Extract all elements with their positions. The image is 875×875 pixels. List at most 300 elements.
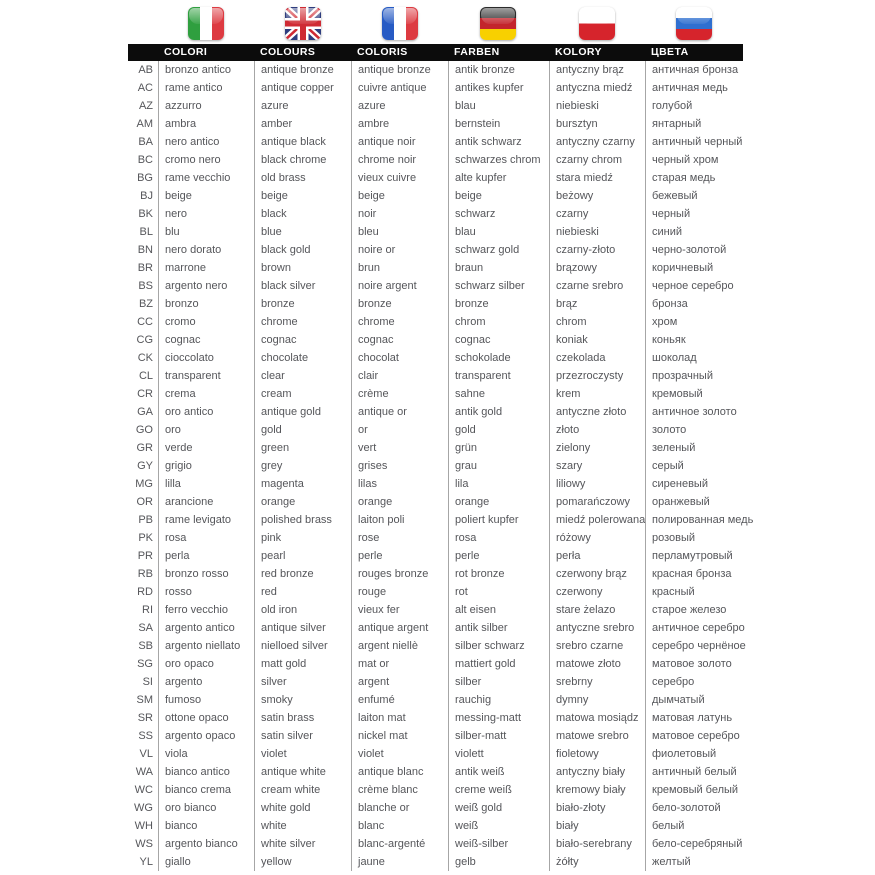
row-code: PK: [138, 532, 153, 544]
table-row: [128, 331, 743, 349]
cell-english: black chrome: [254, 151, 351, 169]
row-code: MG: [135, 478, 153, 490]
cell-german: braun: [448, 259, 549, 277]
row-code: BZ: [138, 298, 153, 310]
cell-polish: przezroczysty: [549, 367, 645, 385]
table-row: [128, 349, 743, 367]
table-row: [128, 709, 743, 727]
cell-english: smoky: [254, 691, 351, 709]
cell-german: alte kupfer: [448, 169, 549, 187]
row-code: RD: [137, 586, 153, 598]
cell-italian: rame vecchio: [158, 169, 254, 187]
cell-italian: nero dorato: [158, 241, 254, 259]
table-row: [128, 61, 743, 79]
cell-polish: srebrny: [549, 673, 645, 691]
cell-polish: miedź polerowana: [549, 511, 645, 529]
row-code: RB: [137, 568, 153, 580]
cell-english: clear: [254, 367, 351, 385]
cell-italian: perla: [158, 547, 254, 565]
cell-german: schwarz silber: [448, 277, 549, 295]
table-row: [128, 169, 743, 187]
cell-french: bleu: [351, 223, 448, 241]
cell-french: antique argent: [351, 619, 448, 637]
cell-english: violet: [254, 745, 351, 763]
table-row: [128, 241, 743, 259]
cell-italian: argento bianco: [158, 835, 254, 853]
row-code: GA: [137, 406, 153, 418]
cell-french: vert: [351, 439, 448, 457]
cell-italian: rame levigato: [158, 511, 254, 529]
cell-english: blue: [254, 223, 351, 241]
row-code: CK: [137, 352, 153, 364]
cell-russian: розовый: [645, 529, 743, 547]
row-code: BS: [138, 280, 153, 292]
cell-english: old brass: [254, 169, 351, 187]
row-code: SM: [136, 694, 153, 706]
table-row: [128, 295, 743, 313]
cell-german: silber: [448, 673, 549, 691]
flag-gloss: [580, 8, 614, 24]
cell-russian: синий: [645, 223, 743, 241]
cell-russian: матовое серебро: [645, 727, 743, 745]
cell-english: antique silver: [254, 619, 351, 637]
table-row: [128, 691, 743, 709]
cell-english: pink: [254, 529, 351, 547]
cell-polish: biało-serebrany: [549, 835, 645, 853]
cell-polish: kremowy biały: [549, 781, 645, 799]
cell-french: crème blanc: [351, 781, 448, 799]
cell-polish: biało-złoty: [549, 799, 645, 817]
cell-english: old iron: [254, 601, 351, 619]
cell-russian: античный черный: [645, 133, 743, 151]
row-code: WA: [135, 766, 153, 778]
table-row: [128, 637, 746, 655]
table-row: [128, 529, 743, 547]
flag-gloss: [189, 8, 223, 24]
cell-italian: argento: [158, 673, 254, 691]
cell-italian: bronzo: [158, 295, 254, 313]
cell-german: schwarz gold: [448, 241, 549, 259]
cell-german: silber-matt: [448, 727, 549, 745]
cell-german: antik schwarz: [448, 133, 549, 151]
cell-italian: verde: [158, 439, 254, 457]
cell-russian: старая медь: [645, 169, 743, 187]
cell-italian: cromo: [158, 313, 254, 331]
cell-german: schwarz: [448, 205, 549, 223]
cell-italian: arancione: [158, 493, 254, 511]
row-code: CC: [137, 316, 153, 328]
cell-english: black silver: [254, 277, 351, 295]
cell-russian: хром: [645, 313, 743, 331]
cell-french: crème: [351, 385, 448, 403]
cell-english: red: [254, 583, 351, 601]
cell-italian: cognac: [158, 331, 254, 349]
cell-russian: зеленый: [645, 439, 743, 457]
cell-english: antique white: [254, 763, 351, 781]
cell-german: creme weiß: [448, 781, 549, 799]
cell-italian: bianco crema: [158, 781, 254, 799]
cell-english: cream: [254, 385, 351, 403]
cell-french: clair: [351, 367, 448, 385]
table-row: [128, 313, 743, 331]
row-code: WS: [135, 838, 153, 850]
cell-polish: złoto: [549, 421, 645, 439]
cell-german: weiß: [448, 817, 549, 835]
flag-gloss: [481, 8, 515, 24]
cell-russian: перламутровый: [645, 547, 743, 565]
cell-russian: бело-золотой: [645, 799, 743, 817]
cell-russian: желтый: [645, 853, 743, 871]
cell-russian: оранжевый: [645, 493, 743, 511]
cell-polish: dymny: [549, 691, 645, 709]
row-code: AB: [138, 64, 153, 76]
cell-italian: argento niellato: [158, 637, 254, 655]
cell-english: black: [254, 205, 351, 223]
header-colours: COLOURS: [260, 46, 316, 58]
cell-french: noir: [351, 205, 448, 223]
row-code: AC: [137, 82, 153, 94]
cell-german: alt eisen: [448, 601, 549, 619]
cell-german: rot: [448, 583, 549, 601]
cell-italian: oro opaco: [158, 655, 254, 673]
row-code: BJ: [140, 190, 153, 202]
row-code: RI: [142, 604, 153, 616]
cell-russian: коньяк: [645, 331, 743, 349]
row-code: GO: [135, 424, 153, 436]
cell-polish: żółty: [549, 853, 645, 871]
cell-french: rose: [351, 529, 448, 547]
cell-italian: ferro vecchio: [158, 601, 254, 619]
cell-french: argent: [351, 673, 448, 691]
cell-english: satin silver: [254, 727, 351, 745]
cell-polish: antyczny biały: [549, 763, 645, 781]
table-row: [128, 205, 743, 223]
cell-italian: rosa: [158, 529, 254, 547]
cell-russian: серебро: [645, 673, 743, 691]
cell-german: violett: [448, 745, 549, 763]
cell-russian: черный хром: [645, 151, 743, 169]
cell-french: lilas: [351, 475, 448, 493]
cell-polish: fioletowy: [549, 745, 645, 763]
table-row: [128, 115, 743, 133]
cell-french: jaune: [351, 853, 448, 871]
cell-polish: antyczna miedź: [549, 79, 645, 97]
table-header: [128, 44, 743, 61]
cell-french: ambre: [351, 115, 448, 133]
cell-russian: античная бронза: [645, 61, 743, 79]
table-row: [128, 547, 743, 565]
cell-english: green: [254, 439, 351, 457]
cell-french: chrome: [351, 313, 448, 331]
cell-english: nielloed silver: [254, 637, 351, 655]
cell-polish: beżowy: [549, 187, 645, 205]
cell-french: vieux fer: [351, 601, 448, 619]
cell-english: matt gold: [254, 655, 351, 673]
row-code: GR: [136, 442, 153, 454]
flag-gloss: [286, 8, 320, 24]
row-code: WH: [134, 820, 153, 832]
table-row: [128, 727, 743, 745]
cell-russian: бронза: [645, 295, 743, 313]
cell-italian: argento antico: [158, 619, 254, 637]
table-row: [128, 565, 743, 583]
cell-russian: бело-серебряный: [645, 835, 743, 853]
cell-italian: oro: [158, 421, 254, 439]
table-row: [128, 475, 743, 493]
cell-english: silver: [254, 673, 351, 691]
cell-german: mattiert gold: [448, 655, 549, 673]
cell-english: grey: [254, 457, 351, 475]
cell-russian: голубой: [645, 97, 743, 115]
cell-german: grau: [448, 457, 549, 475]
cell-french: cuivre antique: [351, 79, 448, 97]
table-row: [128, 655, 743, 673]
cell-polish: liliowy: [549, 475, 645, 493]
cell-french: brun: [351, 259, 448, 277]
cell-polish: stare żelazo: [549, 601, 645, 619]
color-table: [128, 44, 754, 871]
cell-french: chocolat: [351, 349, 448, 367]
cell-italian: bianco antico: [158, 763, 254, 781]
row-code: PR: [137, 550, 153, 562]
cell-french: laiton poli: [351, 511, 448, 529]
cell-german: schokolade: [448, 349, 549, 367]
cell-german: transparent: [448, 367, 549, 385]
cell-french: vieux cuivre: [351, 169, 448, 187]
cell-russian: черное серебро: [645, 277, 743, 295]
cell-german: antik bronze: [448, 61, 549, 79]
cell-italian: bianco: [158, 817, 254, 835]
table-row: [128, 259, 743, 277]
row-code: BL: [139, 226, 153, 238]
table-row: [128, 835, 743, 853]
table-row: [128, 367, 743, 385]
cell-french: or: [351, 421, 448, 439]
cell-french: violet: [351, 745, 448, 763]
cell-polish: brązowy: [549, 259, 645, 277]
cell-polish: czerwony: [549, 583, 645, 601]
table-row: [128, 277, 743, 295]
cell-russian: матовое золото: [645, 655, 743, 673]
cell-german: sahne: [448, 385, 549, 403]
cell-french: nickel mat: [351, 727, 448, 745]
cell-russian: прозрачный: [645, 367, 743, 385]
row-code: BN: [137, 244, 153, 256]
cell-english: antique black: [254, 133, 351, 151]
cell-english: red bronze: [254, 565, 351, 583]
cell-russian: коричневый: [645, 259, 743, 277]
cell-italian: crema: [158, 385, 254, 403]
cell-french: laiton mat: [351, 709, 448, 727]
table-body: [128, 61, 754, 871]
table-row: [128, 439, 743, 457]
cell-polish: chrom: [549, 313, 645, 331]
table-row: [128, 457, 743, 475]
cell-german: schwarzes chrom: [448, 151, 549, 169]
cell-italian: cromo nero: [158, 151, 254, 169]
cell-polish: czarne srebro: [549, 277, 645, 295]
cell-english: orange: [254, 493, 351, 511]
table-row: [128, 133, 743, 151]
cell-french: antique bronze: [351, 61, 448, 79]
cell-german: antikes kupfer: [448, 79, 549, 97]
flag-gloss: [677, 8, 711, 24]
cell-italian: transparent: [158, 367, 254, 385]
row-code: SS: [138, 730, 153, 742]
row-code: CR: [137, 388, 153, 400]
cell-polish: perła: [549, 547, 645, 565]
cell-russian: красный: [645, 583, 743, 601]
cell-russian: черный: [645, 205, 743, 223]
cell-french: beige: [351, 187, 448, 205]
cell-polish: pomarańczowy: [549, 493, 645, 511]
cell-french: chrome noir: [351, 151, 448, 169]
cell-polish: koniak: [549, 331, 645, 349]
cell-english: antique copper: [254, 79, 351, 97]
cell-polish: czarny: [549, 205, 645, 223]
cell-english: black gold: [254, 241, 351, 259]
cell-german: silber schwarz: [448, 637, 549, 655]
cell-german: perle: [448, 547, 549, 565]
cell-french: orange: [351, 493, 448, 511]
cell-russian: сиреневый: [645, 475, 743, 493]
cell-polish: krem: [549, 385, 645, 403]
cell-english: chrome: [254, 313, 351, 331]
cell-german: weiß-silber: [448, 835, 549, 853]
row-code: SG: [137, 658, 153, 670]
cell-english: white silver: [254, 835, 351, 853]
cell-russian: золото: [645, 421, 743, 439]
cell-polish: matowe srebro: [549, 727, 645, 745]
table-row: [128, 601, 743, 619]
cell-italian: ottone opaco: [158, 709, 254, 727]
germany-flag-icon: [480, 7, 516, 40]
cell-german: beige: [448, 187, 549, 205]
table-row: [128, 511, 754, 529]
cell-german: bernstein: [448, 115, 549, 133]
row-code: BA: [138, 136, 153, 148]
russia-flag-icon: [676, 7, 712, 40]
italy-flag-icon: [188, 7, 224, 40]
header-code-spacer: [128, 44, 158, 61]
row-code: BG: [137, 172, 153, 184]
cell-english: yellow: [254, 853, 351, 871]
cell-french: antique blanc: [351, 763, 448, 781]
row-code: PB: [138, 514, 153, 526]
cell-polish: antyczne złoto: [549, 403, 645, 421]
cell-russian: кремовый белый: [645, 781, 743, 799]
cell-polish: stara miedź: [549, 169, 645, 187]
cell-russian: янтарный: [645, 115, 743, 133]
cell-polish: czekolada: [549, 349, 645, 367]
table-row: [128, 583, 743, 601]
row-code: CG: [136, 334, 153, 346]
row-code: SB: [138, 640, 153, 652]
header-cveta: ЦВЕТА: [651, 46, 689, 58]
cell-german: grün: [448, 439, 549, 457]
cell-english: brown: [254, 259, 351, 277]
row-code: VL: [139, 748, 153, 760]
row-code: BK: [138, 208, 153, 220]
cell-french: azure: [351, 97, 448, 115]
cell-italian: nero antico: [158, 133, 254, 151]
cell-english: satin brass: [254, 709, 351, 727]
poland-flag-icon: [579, 7, 615, 40]
cell-polish: brąz: [549, 295, 645, 313]
header-farben: FARBEN: [454, 46, 500, 58]
cell-french: blanc-argenté: [351, 835, 448, 853]
row-code: GY: [137, 460, 153, 472]
cell-german: orange: [448, 493, 549, 511]
cell-french: antique noir: [351, 133, 448, 151]
row-code: OR: [136, 496, 153, 508]
cell-french: cognac: [351, 331, 448, 349]
cell-german: antik silber: [448, 619, 549, 637]
cell-russian: красная бронза: [645, 565, 743, 583]
table-row: [128, 817, 743, 835]
cell-italian: cioccolato: [158, 349, 254, 367]
cell-russian: античная медь: [645, 79, 743, 97]
cell-french: grises: [351, 457, 448, 475]
cell-russian: фиолетовый: [645, 745, 743, 763]
row-code: SR: [137, 712, 153, 724]
cell-polish: niebieski: [549, 223, 645, 241]
row-code: WG: [134, 802, 153, 814]
cell-french: antique or: [351, 403, 448, 421]
row-code: BR: [137, 262, 153, 274]
cell-polish: antyczny czarny: [549, 133, 645, 151]
cell-german: blau: [448, 223, 549, 241]
cell-english: polished brass: [254, 511, 351, 529]
cell-french: noire or: [351, 241, 448, 259]
cell-polish: zielony: [549, 439, 645, 457]
cell-italian: marrone: [158, 259, 254, 277]
cell-russian: черно-золотой: [645, 241, 743, 259]
cell-italian: bronzo antico: [158, 61, 254, 79]
cell-french: bronze: [351, 295, 448, 313]
cell-italian: ambra: [158, 115, 254, 133]
cell-polish: srebro czarne: [549, 637, 645, 655]
table-row: [128, 97, 743, 115]
cell-polish: czerwony brąz: [549, 565, 645, 583]
cell-italian: viola: [158, 745, 254, 763]
cell-german: rot bronze: [448, 565, 549, 583]
cell-polish: antyczne srebro: [549, 619, 645, 637]
cell-russian: серебро чернёное: [645, 637, 743, 655]
row-code: WC: [134, 784, 153, 796]
cell-italian: beige: [158, 187, 254, 205]
cell-english: bronze: [254, 295, 351, 313]
cell-german: chrom: [448, 313, 549, 331]
table-row: [128, 745, 743, 763]
cell-italian: grigio: [158, 457, 254, 475]
cell-french: rouges bronze: [351, 565, 448, 583]
cell-french: enfumé: [351, 691, 448, 709]
cell-italian: argento opaco: [158, 727, 254, 745]
cell-russian: дымчатый: [645, 691, 743, 709]
row-code: AZ: [138, 100, 153, 112]
cell-italian: nero: [158, 205, 254, 223]
cell-french: perle: [351, 547, 448, 565]
cell-italian: rosso: [158, 583, 254, 601]
cell-polish: czarny-złoto: [549, 241, 645, 259]
header-colori: COLORI: [164, 46, 208, 58]
cell-polish: czarny chrom: [549, 151, 645, 169]
table-row: [128, 619, 743, 637]
cell-french: noire argent: [351, 277, 448, 295]
table-row: [128, 223, 743, 241]
cell-german: gelb: [448, 853, 549, 871]
